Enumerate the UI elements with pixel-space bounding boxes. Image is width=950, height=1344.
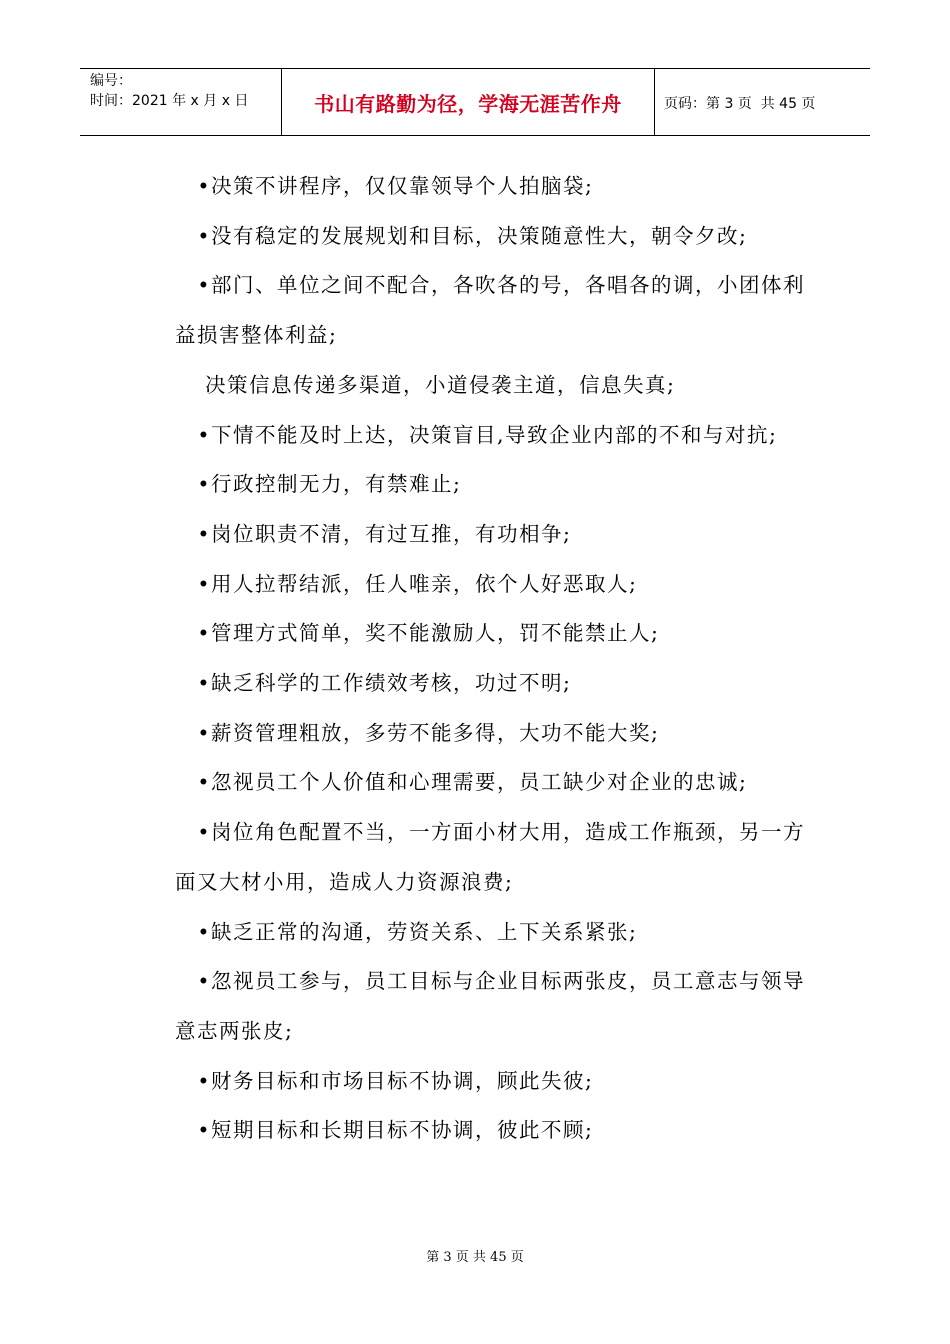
list-item: • 决策不讲程序，仅仅靠领导个人拍脑袋;	[175, 162, 815, 212]
list-item: 决策信息传递多渠道，小道侵袭主道，信息失真;	[205, 372, 676, 397]
list-item: • 短期目标和长期目标不协调，彼此不顾;	[175, 1106, 815, 1156]
page-footer: 第 3 页 共 45 页	[426, 1250, 524, 1265]
document-body	[175, 162, 815, 1156]
list-item: • 行政控制无力，有禁难止;	[175, 460, 815, 510]
list-item: • 缺乏正常的沟通，劳资关系、上下关系紧张;	[175, 908, 815, 958]
list-item: • 岗位职责不清，有过互推，有功相争;	[175, 510, 815, 560]
list-item: • 财务目标和市场目标不协调，顾此失彼;	[175, 1057, 815, 1107]
document-number-label: 编号：	[90, 73, 132, 89]
list-item: • 薪资管理粗放，多劳不能多得，大功不能大奖;	[175, 709, 815, 759]
list-item: • 用人拉帮结派，任人唯亲，依个人好恶取人;	[175, 560, 815, 610]
page-header	[80, 68, 870, 136]
header-divider	[654, 69, 655, 136]
header-meta	[90, 71, 280, 111]
header-page-info: 页码：第 3 页 共 45 页	[664, 95, 816, 112]
list-item: • 管理方式简单，奖不能激励人，罚不能禁止人;	[175, 609, 815, 659]
list-item: • 忽视员工个人价值和心理需要，员工缺少对企业的忠诚;	[175, 758, 815, 808]
list-item: • 忽视员工参与，员工目标与企业目标两张皮，员工意志与领导意志两张皮;	[175, 957, 815, 1056]
list-item: • 部门、单位之间不配合，各吹各的号，各唱各的调，小团体利益损害整体利益;	[175, 261, 815, 360]
list-item: • 岗位角色配置不当，一方面小材大用，造成工作瓶颈，另一方面又大材小用，造成人力资源浪费;	[175, 808, 815, 907]
document-time-label: 时间：2021 年 x 月 x 日	[90, 93, 249, 109]
list-item: • 缺乏科学的工作绩效考核，功过不明;	[175, 659, 815, 709]
header-motto: 书山有路勤为径，学海无涯苦作舟	[314, 92, 622, 116]
list-item: • 没有稳定的发展规划和目标，决策随意性大，朝令夕改;	[175, 212, 815, 262]
list-item: • 下情不能及时上达，决策盲目,导致企业内部的不和与对抗;	[175, 411, 815, 461]
